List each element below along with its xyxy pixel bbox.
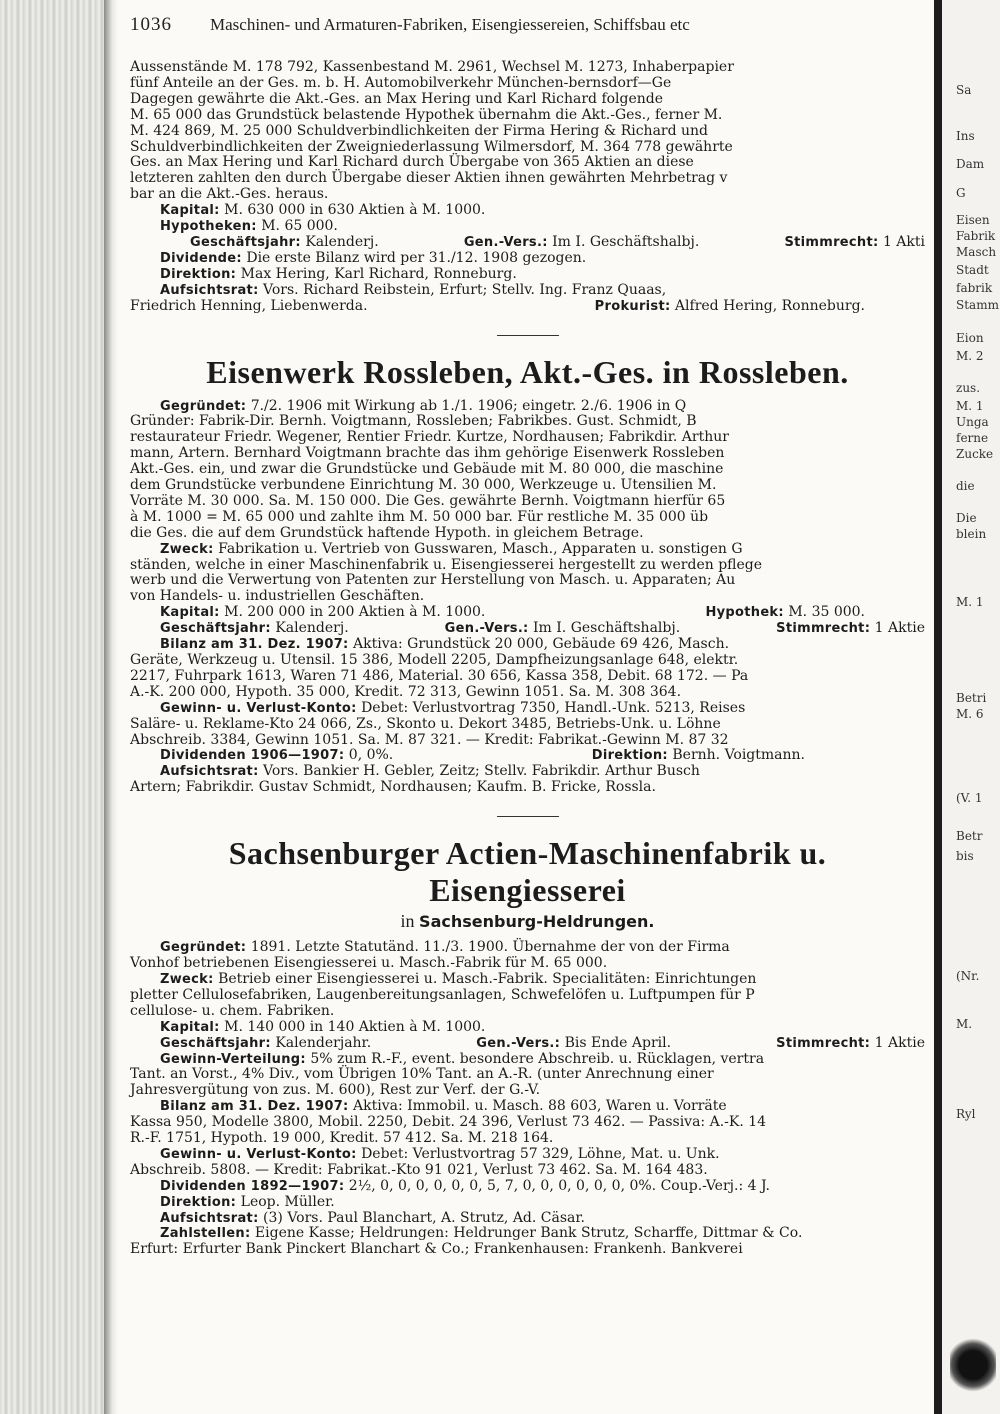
- paragraph-line: Saläre- u. Reklame-Kto 24 066, Zs., Skonto u. Dekort 3485, Betriebs-Unk. u. Löhne: [130, 715, 721, 732]
- paragraph-line: Vorräte M. 30 000. Sa. M. 150 000. Die Ges. gewährte Bernh. Voigtmann hierfür 65: [130, 492, 726, 509]
- running-title: Maschinen- und Armaturen-Fabriken, Eisengiessereien, Schiffsbau etc: [210, 15, 690, 34]
- paragraph-line: Kassa 950, Modelle 3800, Mobil. 2250, Debit. 24 396, Verlust 73 462. — Passiva: A.-K. 14: [130, 1114, 767, 1131]
- gewinn-verlust-line: Gewinn- u. Verlust-Konto: Debet: Verlustvortrag 7350, Handl.-Unk. 5213, Reises: [160, 699, 746, 716]
- margin-fragment: Masch: [956, 245, 997, 259]
- direktion-line: Direktion: Max Hering, Karl Richard, Ronneburg.: [160, 265, 517, 282]
- paragraph-line: die Ges. die auf dem Grundstück haftende Hypoth. in gleichem Betrage.: [130, 524, 644, 541]
- margin-fragment: blein: [956, 527, 987, 541]
- kapital-line: Kapital: M. 200 000 in 200 Aktien à M. 1000. Hypothek: M. 35 000.: [160, 604, 865, 621]
- margin-fragment: ferne: [956, 431, 989, 445]
- hypotheken-line: Hypotheken: M. 65 000.: [160, 218, 338, 235]
- paragraph-line: cellulose- u. chem. Fabriken.: [130, 1002, 335, 1019]
- gegruendet-line: Gegründet: 7./2. 1906 mit Wirkung ab 1./1. 1906; eingetr. 2./6. 1906 in Q: [160, 397, 687, 414]
- zweck-line: Zweck: Fabrikation u. Vertrieb von Gusswaren, Masch., Apparaten u. sonstigen G: [160, 540, 743, 557]
- margin-fragment: M. 2: [956, 349, 984, 363]
- paragraph-line: Abschreib. 5808. — Kredit: Fabrikat.-Kto 91 021, Verlust 73 462. Sa. M. 164 483.: [130, 1161, 708, 1178]
- book-gutter: [104, 0, 118, 1414]
- margin-fragment: (V. 1: [956, 791, 983, 805]
- margin-fragment: Eisen: [956, 213, 990, 227]
- ink-blot: [950, 1338, 996, 1392]
- paragraph-line: Vonhof betriebenen Eisengiesserei u. Masch.-Fabrik für M. 65 000.: [130, 955, 608, 972]
- dividenden-line: Dividenden 1892—1907: 2½, 0, 0, 0, 0, 0, 0, 5, 7, 0, 0, 0, 0, 0, 0, 0%. Coup.-Verj.: 4 J.: [160, 1177, 770, 1194]
- margin-fragment: M.: [956, 1017, 973, 1031]
- margin-fragment: zus.: [956, 381, 981, 395]
- paragraph-line: letzteren zahlten den durch Übergabe dieser Aktien ihnen gewährten Mehrbetrag v: [130, 170, 728, 187]
- page-number: 1036: [130, 14, 172, 35]
- direktion-line: Direktion: Leop. Müller.: [160, 1193, 335, 1210]
- geschaeftsjahr-line: Geschäftsjahr: Kalenderj. Gen.-Vers.: Im I. Geschäftshalbj. Stimmrecht: 1 Akti: [190, 233, 925, 250]
- zweck-line: Zweck: Betrieb einer Eisengiesserei u. Masch.-Fabrik. Specialitäten: Einrichtungen: [160, 970, 757, 987]
- gewinn-verteilung-line: Gewinn-Verteilung: 5% zum R.-F., event. besondere Abschreib. u. Rücklagen, vertra: [160, 1050, 765, 1067]
- paragraph-line: dem Grundstücke verbundene Einrichtung M. 30 000, Werkzeuge u. Utensilien M.: [130, 477, 717, 494]
- geschaeftsjahr-line: Geschäftsjahr: Kalenderj. Gen.-Vers.: Im I. Geschäftshalbj. Stimmrecht: 1 Aktie: [160, 620, 925, 637]
- paragraph-line: Geräte, Werkzeug u. Utensil. 15 386, Modell 2205, Dampfheizungsanlage 648, elektr.: [130, 652, 739, 668]
- kapital-line: Kapital: M. 140 000 in 140 Aktien à M. 1000.: [160, 1018, 486, 1035]
- adjacent-page-strip: [934, 0, 1000, 1414]
- margin-fragment: Sa: [956, 83, 972, 97]
- paragraph-line: Artern; Fabrikdir. Gustav Schmidt, Nordhausen; Kaufm. B. Fricke, Rossla.: [130, 779, 656, 796]
- paragraph-line: à M. 1000 = M. 65 000 und zahlte ihm M. 50 000 bar. Für restliche M. 35 000 üb: [130, 508, 709, 525]
- margin-fragment: Eion: [956, 331, 984, 345]
- paragraph-line: M. 424 869, M. 25 000 Schuldverbindlichkeiten der Firma Hering & Richard und: [130, 122, 709, 139]
- paragraph-line: Gründer: Fabrik-Dir. Bernh. Voigtmann, Rossleben; Fabrikbes. Gust. Schmidt, B: [130, 413, 697, 430]
- paragraph-line: restaurateur Friedr. Wegener, Rentier Friedr. Kurtze, Nordhausen; Fabrikdir. Arthur: [130, 429, 729, 446]
- bilanz-line: Bilanz am 31. Dez. 1907: Aktiva: Grundstück 20 000, Gebäude 69 426, Masch.: [160, 636, 730, 653]
- aufsichtsrat-line: Aufsichtsrat: (3) Vors. Paul Blanchart, A. Strutz, Ad. Cäsar.: [160, 1209, 585, 1226]
- entry-eisenwerk-rossleben: [130, 354, 925, 797]
- separator-rule: [497, 335, 559, 336]
- separator-rule: [497, 816, 559, 817]
- entry-title: Eisenwerk Rossleben, Akt.-Ges. in Rossleben.: [206, 353, 849, 390]
- margin-fragment: Fabrik: [956, 229, 996, 243]
- paragraph-line: Tant. an Vorst., 4% Div., vom Übrigen 10% Tant. an A.-R. (unter Anrechnung einer: [130, 1066, 714, 1083]
- margin-fragment: Stadt: [956, 263, 989, 277]
- margin-fragment: M. 1: [956, 399, 984, 413]
- margin-fragment: Die: [956, 511, 977, 525]
- margin-fragment: Betri: [956, 691, 987, 705]
- bilanz-line: Bilanz am 31. Dez. 1907: Aktiva: Immobil. u. Masch. 88 603, Waren u. Vorräte: [160, 1098, 727, 1115]
- paragraph-line: werb und die Verwertung von Patenten zur Herstellung von Masch. u. Apparaten; Au: [130, 572, 736, 589]
- margin-fragment: (Nr.: [956, 969, 980, 983]
- paragraph-line: R.-F. 1751, Hypoth. 19 000, Kredit. 57 412. Sa. M. 218 164.: [130, 1130, 554, 1147]
- gewinn-verlust-line: Gewinn- u. Verlust-Konto: Debet: Verlustvortrag 57 329, Löhne, Mat. u. Unk.: [160, 1145, 720, 1162]
- paragraph-line: Akt.-Ges. ein, und zwar die Grundstücke und Gebäude mit M. 80 000, die maschine: [130, 461, 724, 478]
- running-header: [130, 14, 925, 36]
- paragraph-line: von Handels- u. industriellen Geschäften.: [130, 588, 425, 605]
- paragraph-line: Erfurt: Erfurter Bank Pinckert Blanchart & Co.; Frankenhausen: Frankenh. Bankverei: [130, 1241, 743, 1258]
- book-spine-shadow: [0, 0, 118, 1414]
- paragraph-line: Schuldverbindlichkeiten der Zweigniederlassung Wilmersdorf, M. 364 778 gewährte: [130, 138, 733, 155]
- gegruendet-line: Gegründet: 1891. Letzte Statutänd. 11./3. 1900. Übernahme der von der Firma: [160, 939, 730, 956]
- margin-fragment: Ins: [956, 129, 975, 143]
- paragraph-line: bar an die Akt.-Ges. heraus.: [130, 186, 329, 203]
- paragraph-line: Abschreib. 3384, Gewinn 1051. Sa. M. 87 321. — Kredit: Fabrikat.-Gewinn M. 87 32: [130, 731, 729, 748]
- entry-title: Sachsenburger Actien-Maschinenfabrik u. Eisengiesserei: [228, 835, 827, 909]
- paragraph-line: Jahresvergütung von zus. M. 600), Rest zur Verf. der G.-V.: [130, 1082, 541, 1099]
- document-page: [130, 14, 925, 1258]
- aufsichtsrat-line: Aufsichtsrat: Vors. Bankier H. Gebler, Zeitz; Stellv. Fabrikdir. Arthur Busch: [160, 763, 700, 780]
- margin-fragment: M. 1: [956, 595, 984, 609]
- geschaeftsjahr-line: Geschäftsjahr: Kalenderjahr. Gen.-Vers.: Bis Ende April. Stimmrecht: 1 Aktie: [160, 1034, 925, 1051]
- entry-subtitle: in Sachsenburg-Heldrungen.: [400, 911, 655, 932]
- aufsichtsrat-line: Aufsichtsrat: Vors. Richard Reibstein, Erfurt; Stellv. Ing. Franz Quaas,: [160, 281, 667, 298]
- entry-sachsenburger: [130, 835, 925, 1258]
- margin-fragment: Stamm: [956, 298, 999, 312]
- margin-fragment: Dam: [956, 157, 985, 171]
- margin-fragment: fabrik: [956, 281, 993, 295]
- paragraph-line: fünf Anteile an der Ges. m. b. H. Automobilverkehr München-bernsdorf—Ge: [130, 74, 672, 91]
- paragraph-line: ständen, welche in einer Maschinenfabrik u. Eisengiesserei hergestellt zu werden pflege: [130, 556, 763, 573]
- paragraph-line: Dagegen gewährte die Akt.-Ges. an Max Hering und Karl Richard folgende: [130, 90, 664, 107]
- zahlstellen-line: Zahlstellen: Eigene Kasse; Heldrungen: Heldrunger Bank Strutz, Scharffe, Dittmar & Co.: [160, 1225, 803, 1242]
- paragraph-line: 2217, Fuhrpark 1613, Waren 71 486, Material. 30 656, Kassa 358, Debit. 68 172. — Pa: [130, 667, 749, 684]
- margin-fragment: G: [956, 186, 966, 200]
- entry-continuation: [130, 60, 925, 315]
- kapital-line: Kapital: M. 630 000 in 630 Aktien à M. 1000.: [160, 202, 486, 219]
- margin-fragment: Zucke: [956, 447, 994, 461]
- margin-fragment: die: [956, 479, 975, 493]
- paragraph-line: pletter Cellulosefabriken, Laugenbereitungsanlagen, Schwefelöfen u. Luftpumpen für P: [130, 986, 755, 1003]
- margin-fragment: Ryl: [956, 1107, 976, 1121]
- margin-fragment: bis: [956, 849, 974, 863]
- aufsichtsrat-prokurist-line: Friedrich Henning, Liebenwerda. Prokurist: Alfred Hering, Ronneburg.: [130, 297, 865, 314]
- margin-fragment: Betr: [956, 829, 983, 843]
- margin-fragment: Unga: [956, 415, 989, 429]
- paragraph-line: Ges. an Max Hering und Karl Richard durch Übergabe von 365 Aktien an diese: [130, 154, 694, 171]
- paragraph-line: mann, Artern. Bernhard Voigtmann brachte das ihm gehörige Eisenwerk Rossleben: [130, 445, 725, 462]
- paragraph-line: Aussenstände M. 178 792, Kassenbestand M. 2961, Wechsel M. 1273, Inhaberpapier: [130, 59, 734, 75]
- paragraph-line: A.-K. 200 000, Hypoth. 35 000, Kredit. 72 313, Gewinn 1051. Sa. M. 308 364.: [130, 683, 682, 700]
- paragraph-line: M. 65 000 das Grundstück belastende Hypothek übernahm die Akt.-Ges., ferner M.: [130, 106, 723, 123]
- dividende-line: Dividende: Die erste Bilanz wird per 31./12. 1908 gezogen.: [160, 249, 587, 266]
- dividenden-line: Dividenden 1906—1907: 0, 0%. Direktion: Bernh. Voigtmann.: [160, 747, 805, 764]
- margin-fragment: M. 6: [956, 707, 984, 721]
